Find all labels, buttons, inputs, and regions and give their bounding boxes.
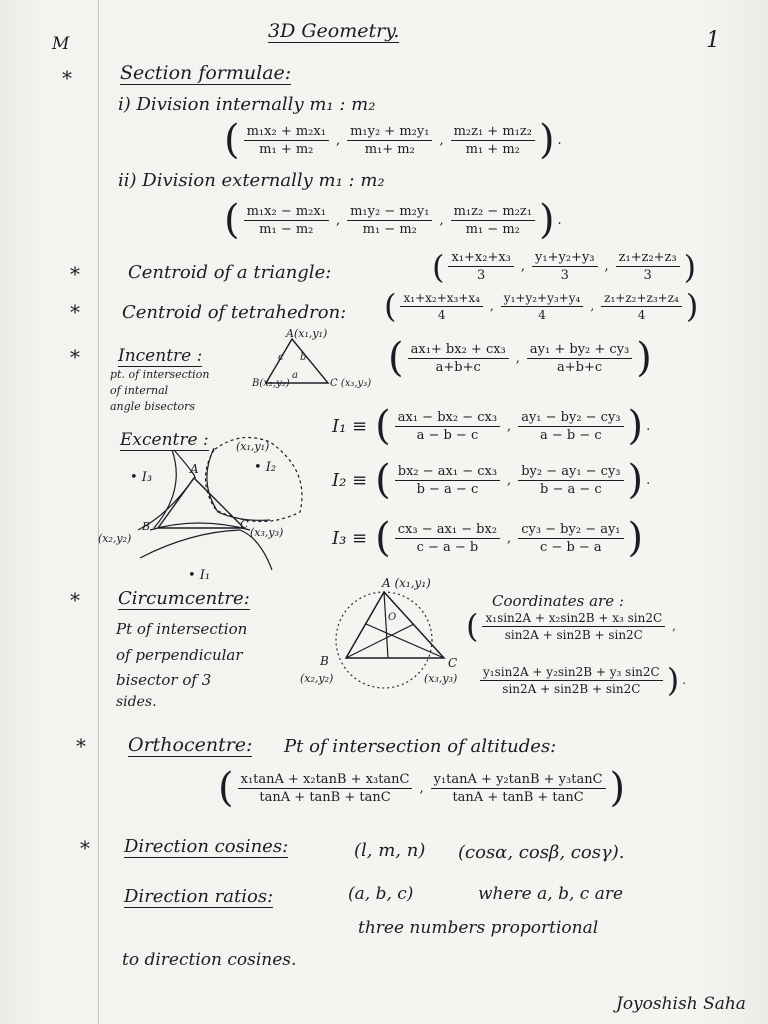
paren-close: ) (666, 661, 680, 699)
comma: , (672, 619, 676, 633)
period: . (646, 418, 651, 434)
circumcentre-y-formula (476, 661, 689, 699)
circumcentre-label-o: O (388, 612, 397, 623)
num: ay₁ − by₂ − cy₃ (518, 410, 623, 427)
page-number: 1 (706, 28, 720, 53)
paren-close: ) (636, 335, 652, 381)
bisector-1 (384, 592, 388, 658)
num: m₁z₂ − m₂z₁ (451, 204, 535, 221)
circumcentre-heading: Circumcentre: (118, 588, 250, 609)
paren-close: ) (627, 515, 644, 561)
frac-y (527, 342, 632, 375)
comma: , (419, 780, 424, 796)
den: c − b − a (540, 539, 602, 555)
external-division-label: ii) Division externally m₁ : m₂ (118, 170, 385, 191)
num: ax₁+ bx₂ + cx₃ (408, 342, 509, 359)
num: y₁tanA + y₂tanB + y₃tanC (431, 772, 606, 789)
i2-lhs: I₂ ≡ (332, 469, 368, 491)
orthocentre-heading: Orthocentre: (128, 734, 253, 756)
paren-close: ) (627, 457, 644, 503)
paren-open: ( (375, 403, 391, 449)
comma: , (335, 132, 341, 148)
circumcentre-coord-c: (x₃,y₃) (424, 672, 458, 685)
paren-close: ) (538, 117, 555, 163)
circumcentre-desc-3: bisector of 3 (116, 671, 212, 689)
frac-z (601, 291, 682, 322)
circumcentre-x-formula (466, 607, 679, 645)
num: cx₃ − ax₁ − bx₂ (395, 522, 500, 539)
frac-x (238, 772, 413, 805)
orthocentre-formula (218, 765, 626, 811)
paren-close: ) (685, 287, 699, 325)
den: sin2A + sin2B + sin2C (502, 681, 641, 696)
den: m₁ − m₂ (465, 221, 520, 237)
den: m₁ + m₂ (465, 141, 520, 157)
comma: , (507, 472, 512, 488)
bullet-orthocentre: * (76, 734, 86, 758)
frac-x (448, 250, 513, 283)
centroid-triangle-formula (432, 247, 697, 286)
den: a − b − c (540, 427, 602, 443)
comma: , (520, 259, 526, 274)
bullet-centroid-tetra: * (70, 300, 80, 324)
paren-open: ( (388, 335, 404, 381)
excentre-label-a: A (190, 462, 199, 476)
num: x₁+x₂+x₃+x₄ (400, 291, 482, 307)
num: y₁+y₂+y₃+y₄ (501, 291, 584, 307)
page-title: 3D Geometry. (268, 20, 400, 42)
excircle-bottom-2 (150, 523, 250, 530)
frac-y (518, 410, 623, 443)
i3-lhs: I₃ ≡ (332, 527, 368, 549)
period: . (682, 673, 687, 687)
comma: , (507, 530, 512, 546)
circumcentre-vertex-a: A (x₁,y₁) (382, 576, 431, 590)
den: 4 (538, 307, 546, 322)
excentre-i2-formula (332, 457, 653, 503)
internal-division-formula (224, 117, 565, 163)
frac-x (244, 204, 329, 237)
comma: , (590, 299, 595, 313)
den: 4 (437, 307, 446, 322)
centroid-tetrahedron-formula (384, 287, 699, 325)
paren-open: ( (466, 607, 479, 645)
num: x₁sin2A + x₂sin2B + x₃ sin2C (482, 611, 665, 627)
bullet-direction-cosines: * (80, 836, 90, 860)
incentre-heading: Incentre : (118, 346, 203, 366)
paren-close: ) (627, 403, 644, 449)
i1-lhs: I₁ ≡ (332, 415, 368, 437)
den: tanA + tanB + tanC (452, 789, 584, 805)
den: m₁ − m₂ (259, 221, 314, 237)
comma: , (515, 350, 520, 366)
circumcentre-label-b: B (320, 654, 329, 668)
comma: , (335, 212, 341, 228)
num: m₁x₂ − m₂x₁ (244, 204, 329, 221)
den: a+b+c (435, 359, 481, 375)
frac-y (518, 522, 623, 555)
den: m₁ − m₂ (362, 221, 417, 237)
external-division-formula (224, 197, 565, 243)
frac-y (501, 291, 584, 322)
num: z₁+z₂+z₃ (616, 250, 680, 267)
incentre-formula (388, 335, 652, 381)
den: m₁+ m₂ (364, 141, 415, 157)
excircle-left-outer (154, 450, 176, 528)
paren-close: ) (683, 247, 697, 286)
frac-x (395, 464, 500, 497)
period: . (557, 212, 562, 228)
num: m₁x₂ + m₂x₁ (244, 124, 329, 141)
den: sin2A + sin2B + sin2C (504, 627, 643, 642)
centroid-tetrahedron-label: Centroid of tetrahedron: (122, 302, 347, 323)
excentre-coord-a: (x₁,y₁) (236, 440, 270, 453)
period: . (557, 132, 562, 148)
comma: , (489, 299, 494, 313)
incentre-side-c: c (278, 352, 284, 363)
incentre-desc-2: of internal (110, 384, 169, 397)
header-left-mark: M (52, 34, 70, 54)
frac-x (244, 124, 329, 157)
excentre-point-i1: • I₁ (188, 568, 211, 583)
comma: , (439, 212, 444, 228)
excircle-right-solid (207, 448, 270, 520)
num: m₁y₂ + m₂y₁ (347, 124, 432, 141)
internal-division-label: i) Division internally m₁ : m₂ (118, 94, 376, 115)
circumcentre-desc-1: Pt of intersection (116, 620, 248, 638)
den: 3 (560, 268, 569, 283)
den: 3 (477, 268, 486, 283)
excentre-coord-b: (x₂,y₂) (98, 532, 132, 545)
circumcentre-diagram (326, 584, 456, 704)
excentre-diagram (110, 420, 315, 595)
period: . (646, 472, 651, 488)
incentre-vertex-c: C (x₃,y₃) (330, 378, 372, 389)
den: 4 (637, 307, 646, 322)
circumcentre-coord-b: (x₂,y₂) (300, 672, 334, 685)
bullet-section: * (62, 66, 72, 90)
den: 3 (643, 268, 652, 283)
circumcentre-desc-4: sides. (116, 694, 157, 710)
orthocentre-desc: Pt of intersection of altitudes: (284, 736, 557, 757)
direction-ratios-text-1: where a, b, c are (478, 884, 624, 904)
incentre-desc-3: angle bisectors (110, 400, 196, 413)
num: bx₂ − ax₁ − cx₃ (395, 464, 500, 481)
frac-y (347, 204, 432, 237)
comma: , (507, 418, 512, 434)
paren-open: ( (384, 287, 397, 325)
comma: , (439, 132, 444, 148)
num: m₂z₁ + m₁z₂ (451, 124, 535, 141)
frac-z (451, 124, 535, 157)
num: y₁+y₂+y₃ (532, 250, 597, 267)
paren-open: ( (218, 765, 234, 811)
excentre-i3-formula (332, 515, 644, 561)
incentre-vertex-b: B(x₂,y₂) (252, 378, 290, 389)
direction-ratios-text-3: to direction cosines. (122, 950, 297, 970)
direction-cosines-value-2: (cosα, cosβ, cosγ). (458, 842, 625, 863)
den: b − a − c (416, 481, 479, 497)
paren-open: ( (375, 515, 391, 561)
paren-close: ) (538, 197, 555, 243)
margin-line (98, 0, 99, 1024)
centroid-triangle-label: Centroid of a triangle: (128, 262, 332, 283)
circumcircle (336, 592, 432, 688)
num: by₂ − ay₁ − cy₃ (518, 464, 623, 481)
bullet-incentre: * (70, 345, 80, 369)
den: c − a − b (416, 539, 479, 555)
num: y₁sin2A + y₂sin2B + y₃ sin2C (480, 665, 663, 681)
paren-open: ( (375, 457, 391, 503)
den: tanA + tanB + tanC (259, 789, 391, 805)
num: x₁tanA + x₂tanB + x₃tanC (238, 772, 413, 789)
incentre-desc-1: pt. of intersection (110, 368, 210, 381)
num: m₁y₂ − m₂y₁ (347, 204, 432, 221)
den: a+b+c (557, 359, 603, 375)
frac-y (518, 464, 623, 497)
circumcentre-label-c: C (448, 656, 458, 670)
excentre-label-c: C (240, 518, 249, 531)
excentre-label-b: B (142, 520, 151, 533)
frac-x (408, 342, 509, 375)
comma: , (604, 259, 609, 274)
paren-open: ( (224, 197, 240, 243)
frac-z (616, 250, 680, 283)
excentre-point-i3: • I₃ (130, 470, 153, 485)
frac-y (431, 772, 606, 805)
excentre-heading: Excentre : (120, 430, 209, 450)
num: ax₁ − bx₂ − cx₃ (395, 410, 500, 427)
frac-z (451, 204, 535, 237)
direction-ratios-value: (a, b, c) (348, 884, 414, 904)
den: m₁ + m₂ (259, 141, 314, 157)
num: cy₃ − by₂ − ay₁ (518, 522, 623, 539)
frac-x (400, 291, 482, 322)
direction-ratios-text-2: three numbers proportional (358, 918, 599, 938)
den: b − a − c (540, 481, 602, 497)
frac-x (482, 611, 665, 642)
excentre-triangle (158, 478, 244, 528)
direction-cosines-value-1: (l, m, n) (354, 840, 426, 861)
frac-y (480, 665, 663, 696)
bullet-circumcentre: * (70, 588, 80, 612)
num: ay₁ + by₂ + cy₃ (527, 342, 632, 359)
direction-cosines-heading: Direction cosines: (124, 836, 289, 857)
bullet-centroid-triangle: * (70, 262, 80, 286)
frac-x (395, 410, 500, 443)
author-signature: Joyoshish Saha (616, 994, 746, 1014)
excircle-left-arc (138, 450, 195, 530)
direction-ratios-heading: Direction ratios: (124, 886, 274, 907)
circumcentre-desc-2: of perpendicular (116, 646, 243, 664)
incentre-side-a: a (292, 370, 298, 381)
num: x₁+x₂+x₃ (448, 250, 513, 267)
excentre-point-i2: • I₂ (254, 460, 277, 475)
frac-y (347, 124, 432, 157)
num: z₁+z₂+z₃+z₄ (601, 291, 682, 307)
paren-open: ( (432, 247, 445, 286)
circumcentre-coords-label: Coordinates are : (492, 592, 624, 610)
den: a − b − c (416, 427, 479, 443)
frac-y (532, 250, 597, 283)
frac-x (395, 522, 500, 555)
excentre-coord-c: (x₃,y₃) (250, 526, 284, 539)
incentre-vertex-a: A(x₁,y₁) (286, 327, 328, 340)
paren-open: ( (224, 117, 240, 163)
incentre-side-b: b (300, 352, 307, 363)
paren-close: ) (609, 765, 626, 811)
section-formulae-heading: Section formulae: (120, 62, 292, 84)
excentre-i1-formula (332, 403, 653, 449)
